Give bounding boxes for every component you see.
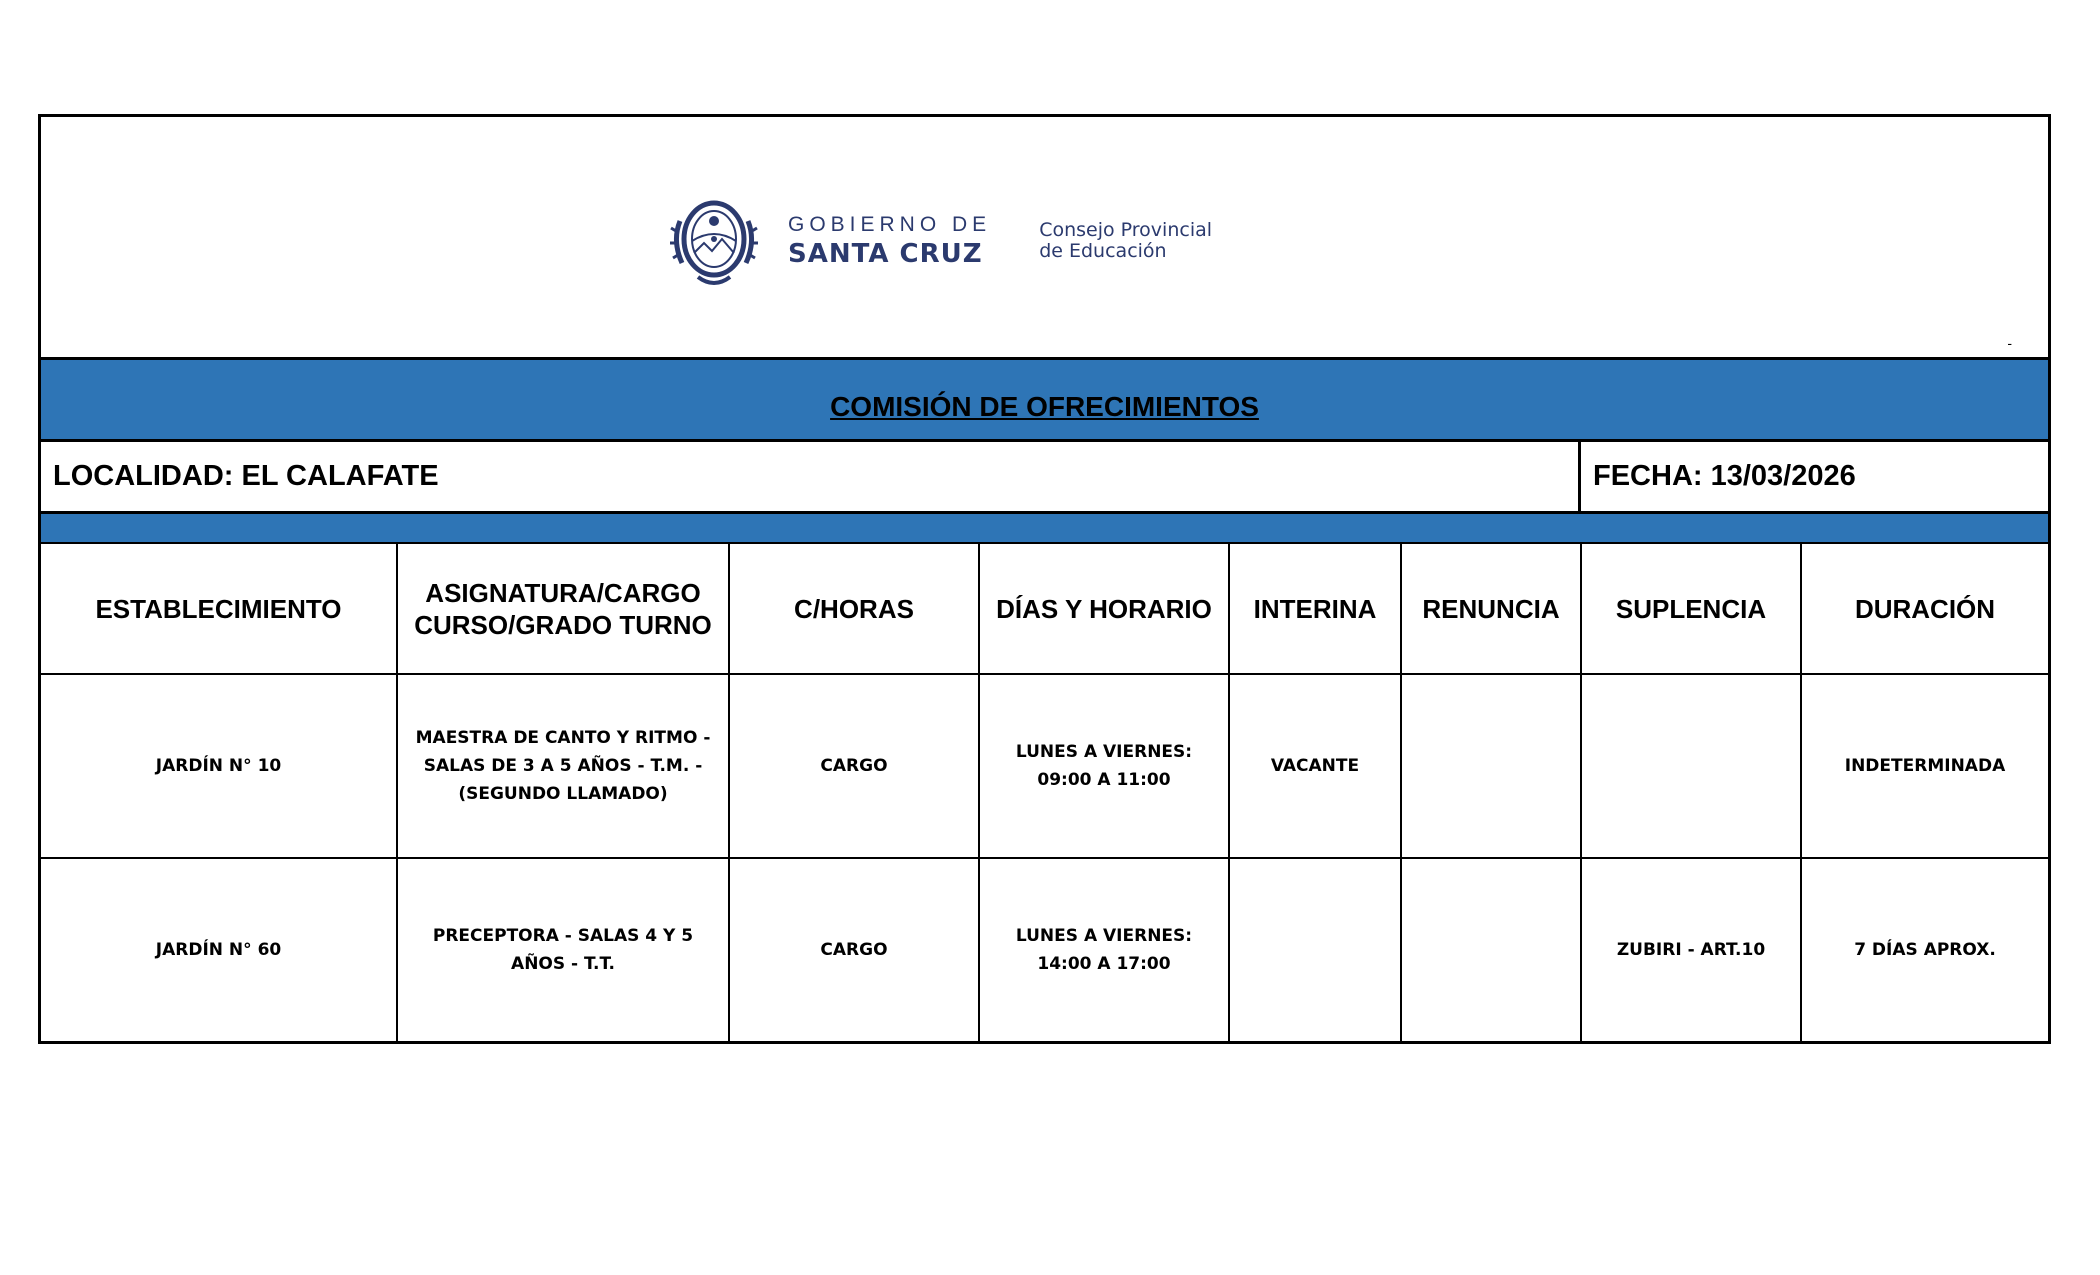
brand-top: GOBIERNO DE (788, 213, 992, 236)
consejo-line-2: de Educación (1039, 240, 1167, 262)
brand-text (788, 213, 991, 269)
localidad: LOCALIDAD: EL CALAFATE (41, 442, 1581, 511)
column-header: C/HORAS (729, 544, 979, 674)
table-cell: JARDÍN N° 60 (41, 858, 397, 1041)
table-cell: LUNES A VIERNES: 14:00 A 17:00 (979, 858, 1229, 1041)
column-header: SUPLENCIA (1581, 544, 1801, 674)
table-cell: ZUBIRI - ART.10 (1581, 858, 1801, 1041)
table-cell (1401, 674, 1581, 858)
separator-strip (41, 514, 2048, 544)
info-row (41, 442, 2048, 514)
consejo-text (1039, 220, 1212, 262)
table-cell: PRECEPTORA - SALAS 4 Y 5 AÑOS - T.T. (397, 858, 729, 1041)
document-frame (38, 114, 2051, 1044)
column-header: ASIGNATURA/CARGO CURSO/GRADO TURNO (397, 544, 729, 674)
page-title: COMISIÓN DE OFRECIMIENTOS (830, 390, 1259, 422)
column-header: ESTABLECIMIENTO (41, 544, 397, 674)
table-cell (1229, 858, 1401, 1041)
corner-mark: - (2007, 335, 2012, 351)
table-cell (1401, 858, 1581, 1041)
title-bar (41, 360, 2048, 442)
table-cell: INDETERMINADA (1801, 674, 2048, 858)
table-cell: LUNES A VIERNES: 09:00 A 11:00 (979, 674, 1229, 858)
column-header: INTERINA (1229, 544, 1401, 674)
table-cell: VACANTE (1229, 674, 1401, 858)
table-cell: 7 DÍAS APROX. (1801, 858, 2048, 1041)
table-row (41, 674, 2048, 858)
column-header: DURACIÓN (1801, 544, 2048, 674)
table-cell: MAESTRA DE CANTO Y RITMO - SALAS DE 3 A 5 AÑOS - T.M. - (SEGUNDO LLAMADO) (397, 674, 729, 858)
table-row (41, 858, 2048, 1041)
brand-bottom: SANTA CRUZ (788, 239, 983, 269)
table-header-row (41, 544, 2048, 674)
header (41, 117, 2048, 360)
offers-table (41, 544, 2048, 1041)
table-cell: CARGO (729, 858, 979, 1041)
column-header: RENUNCIA (1401, 544, 1581, 674)
table-cell (1581, 674, 1801, 858)
logo (668, 191, 1212, 291)
fecha: FECHA: 13/03/2026 (1593, 460, 1856, 492)
consejo-line-1: Consejo Provincial (1039, 219, 1213, 241)
column-header: DÍAS Y HORARIO (979, 544, 1229, 674)
table-cell: JARDÍN N° 10 (41, 674, 397, 858)
provincial-seal-icon (668, 191, 760, 291)
table-cell: CARGO (729, 674, 979, 858)
